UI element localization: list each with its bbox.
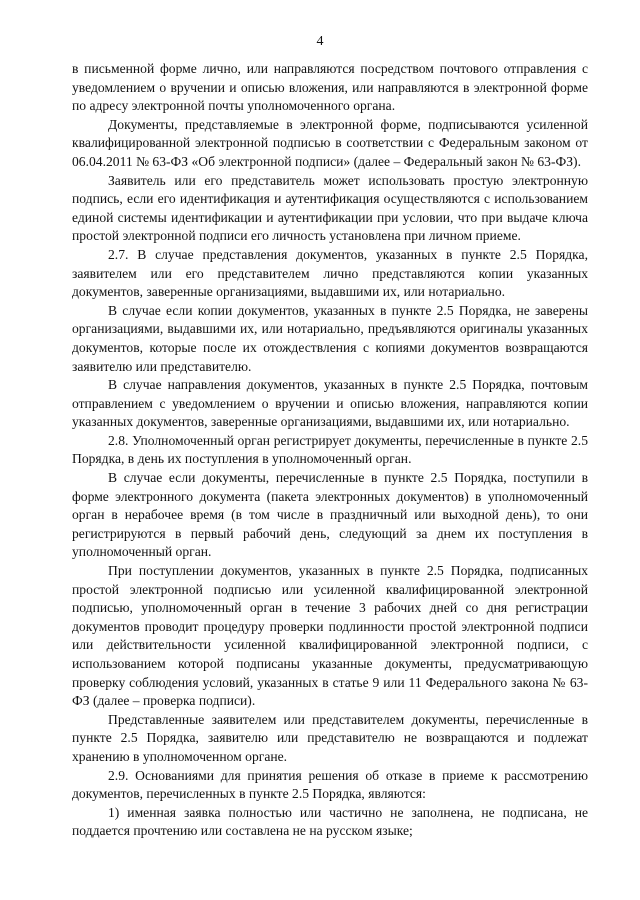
paragraph-12: 1) именная заявка полностью или частично не заполнена, не подписана, не поддается прочтению или составлена не на русском языке;: [72, 804, 588, 839]
paragraph-7: 2.8. Уполномоченный орган регистрирует документы, перечисленные в пункте 2.5 Порядка, в день их поступления в уполномоченный орган.: [72, 432, 588, 467]
paragraph-11: 2.9. Основаниями для принятия решения об отказе в приеме к рассмотрению документов, перечисленных в пункте 2.5 Порядка, являются:: [72, 767, 588, 802]
paragraph-5: В случае если копии документов, указанных в пункте 2.5 Порядка, не заверены организациями, выдавшими их, или нотариально, предъявляются оригиналы указанных документов, которые после их отождествления с копиями документов возвращаются заявителю или представителю.: [72, 302, 588, 374]
document-body: [72, 60, 588, 841]
paragraph-8: В случае если документы, перечисленные в пункте 2.5 Порядка, поступили в форме электронного документа (пакета электронных документов) в уполномоченный орган в нерабочее время (в том числе в праздничный или выходной день), то они регистрируются в первый рабочий день, следующий за днем их поступления в уполномоченный орган.: [72, 470, 588, 560]
page-number: 4: [316, 34, 324, 49]
paragraph-2: Документы, представляемые в электронной форме, подписываются усиленной квалифицированной электронной подписью в соответствии с Федеральным законом от 06.04.2011 № 63-ФЗ «Об электронной подписи» (далее – Федеральный закон № 63-ФЗ).: [72, 116, 588, 169]
paragraph-4: 2.7. В случае представления документов, указанных в пункте 2.5 Порядка, заявителем или его представителем лично представляются копии указанных документов, заверенные организациями, выдавшими их, или нотариально.: [72, 246, 588, 300]
paragraph-9: При поступлении документов, указанных в пункте 2.5 Порядка, подписанных простой электронной подписью или усиленной квалифицированной электронной подписью, уполномоченный орган в течение 3 рабочих дней со дня регистрации документов проводит процедуру проверки подлинности простой электронной подписи или действительности усиленной квалифицированной электронной подписи, с использованием которой подписаны указанные документы, предусматривающую проверку соблюдения условий, указанных в статье 9 или 11 Федерального закона № 63-ФЗ (далее – проверка подписи).: [72, 563, 588, 709]
paragraph-1: в письменной форме лично, или направляются посредством почтового отправления с уведомлением о вручении и описью вложения, или направляются в электронной форме по адресу электронной почты уполномоченного органа.: [72, 61, 588, 114]
paragraph-6: В случае направления документов, указанных в пункте 2.5 Порядка, почтовым отправлением с уведомлением о вручении и описью вложения, направляются копии указанных документов, заверенные организациями, выдавшими их, или нотариально.: [72, 377, 588, 430]
paragraph-10: Представленные заявителем или представителем документы, перечисленные в пункте 2.5 Порядка, заявителю или представителю не возвращаются и подлежат хранению в уполномоченном органе.: [72, 711, 588, 764]
paragraph-3: Заявитель или его представитель может использовать простую электронную подпись, если его идентификация и аутентификация осуществляются с использованием единой системы идентификации и аутентификации при условии, что при выдаче ключа простой электронной подписи его личность установлена при личном приеме.: [72, 172, 588, 244]
